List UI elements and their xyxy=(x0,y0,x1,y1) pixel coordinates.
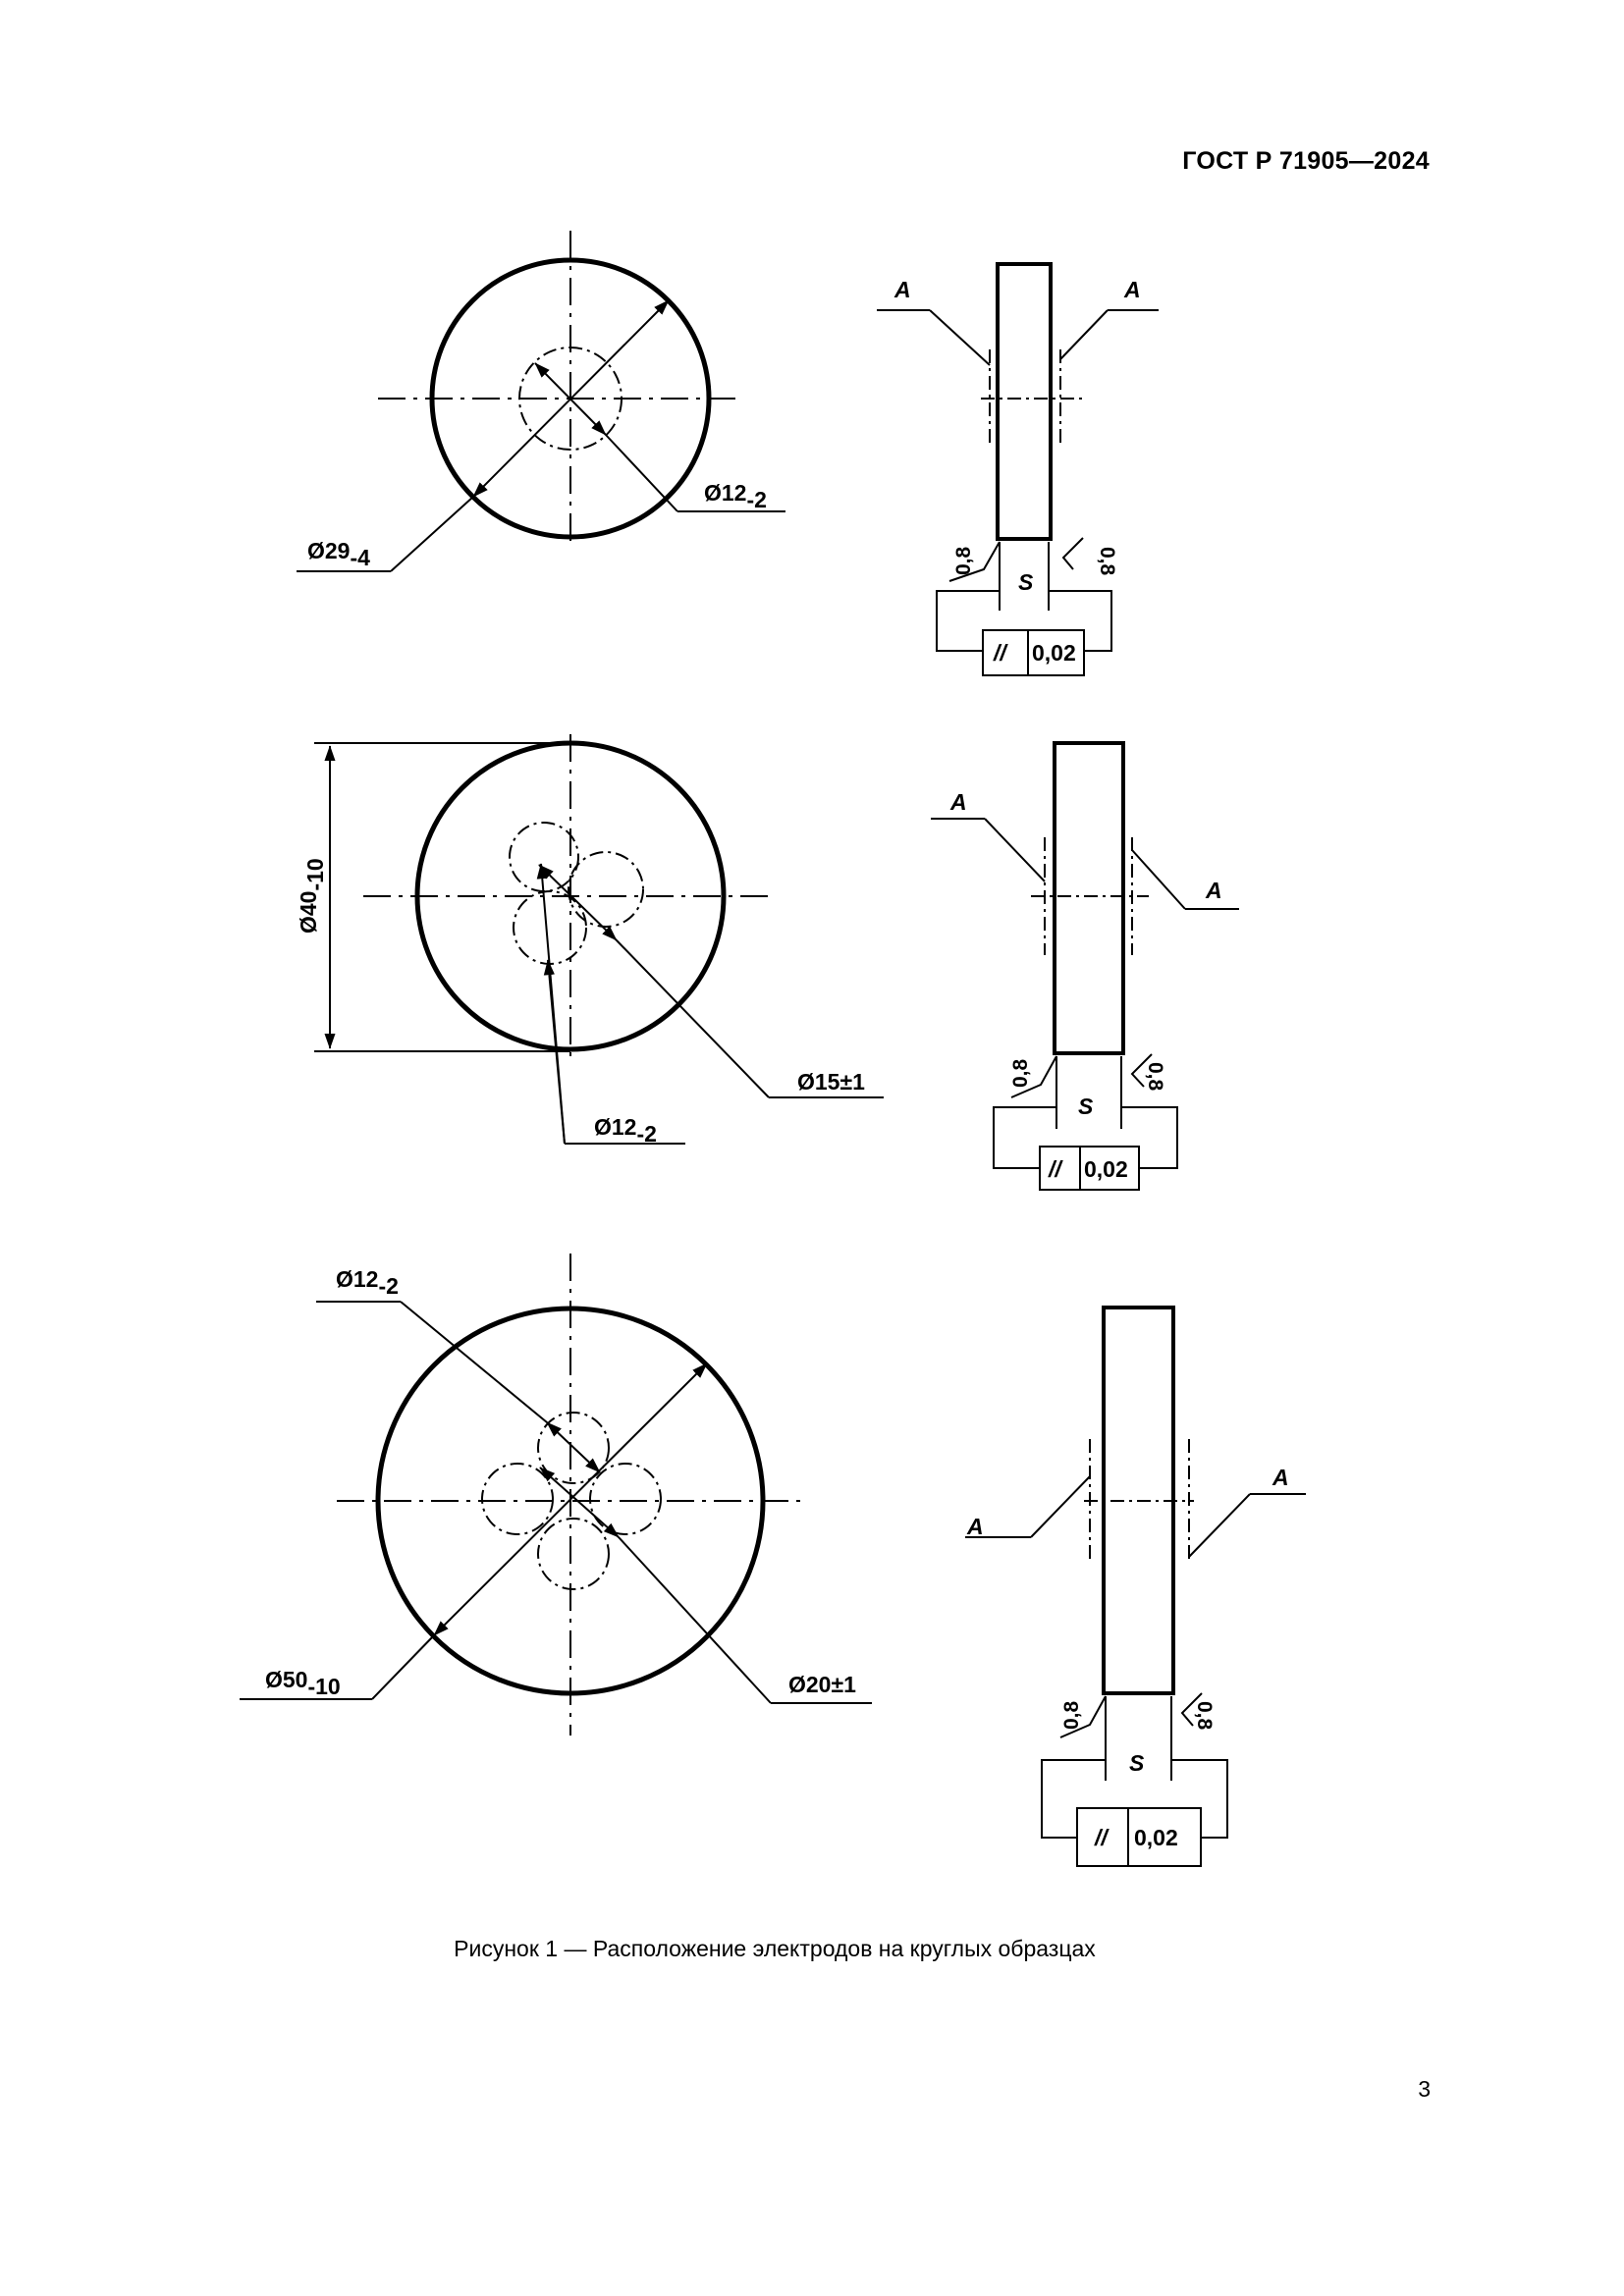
leader-a-right xyxy=(1189,1494,1250,1557)
leader-a-left xyxy=(1031,1476,1090,1537)
roughness-right-label: 0,8 xyxy=(1096,547,1118,576)
tolerance-value: 0,02 xyxy=(1032,640,1076,666)
tolerance-value: 0,02 xyxy=(1084,1156,1128,1182)
figure-1-front-view xyxy=(297,231,785,571)
electrode-circle-1 xyxy=(510,823,578,891)
label-a-right: A xyxy=(1206,878,1222,903)
inner-diameter-label: Ø12-2 xyxy=(594,1114,657,1147)
roughness-right-label: 0,8 xyxy=(1144,1062,1166,1092)
roughness-left-label: 0,8 xyxy=(1009,1058,1032,1088)
parallelism-leader-right xyxy=(1121,1107,1177,1168)
outer-diameter-label: Ø29-4 xyxy=(307,538,370,570)
thickness-label: S xyxy=(1018,569,1034,595)
parallelism-symbol: // xyxy=(1095,1825,1108,1850)
figure-2-front-view xyxy=(296,734,884,1147)
leader-a-right xyxy=(1060,310,1108,359)
figure-1-side-view xyxy=(877,264,1159,675)
parallelism-symbol: // xyxy=(1049,1156,1061,1182)
inner-diameter-leader xyxy=(606,435,677,511)
ring-diameter-leader xyxy=(617,940,769,1097)
electrode-circle-3 xyxy=(514,891,586,964)
parallelism-leader-right xyxy=(1171,1760,1227,1838)
label-a-right: A xyxy=(1272,1465,1289,1490)
label-a-right: A xyxy=(1124,277,1141,302)
document-header: ГОСТ Р 71905—2024 xyxy=(1182,147,1430,175)
parallelism-symbol: // xyxy=(994,640,1006,666)
thickness-label: S xyxy=(1129,1750,1145,1776)
tolerance-value: 0,02 xyxy=(1134,1825,1178,1850)
label-a-left: A xyxy=(967,1514,984,1539)
specimen-side-outline xyxy=(998,264,1051,539)
inner-diameter-leader xyxy=(401,1302,547,1422)
ring-diameter-label: Ø20±1 xyxy=(788,1672,856,1697)
roughness-left-label: 0,8 xyxy=(952,546,975,575)
figure-2-side-view xyxy=(931,743,1239,1190)
outer-diameter-leader xyxy=(391,497,473,571)
electrode-circle-2 xyxy=(568,852,643,927)
ring-diameter-label: Ø15±1 xyxy=(797,1069,865,1095)
leader-a-right xyxy=(1132,850,1185,909)
ring-diameter-dimension xyxy=(539,865,617,940)
figure-caption: Рисунок 1 — Расположение электродов на круглых образцах xyxy=(454,1936,1096,1961)
specimen-side-outline xyxy=(1055,743,1123,1053)
roughness-right xyxy=(1063,538,1083,569)
leader-a-left xyxy=(985,819,1045,881)
electrode-circle-bottom xyxy=(538,1519,609,1589)
electrode-circle-left xyxy=(482,1464,553,1534)
inner-diameter-label: Ø12-2 xyxy=(336,1266,399,1299)
thickness-label: S xyxy=(1078,1094,1094,1119)
parallelism-leader-left xyxy=(937,591,1000,651)
outer-diameter-leader xyxy=(372,1635,434,1699)
outer-diameter-label: Ø40-10 xyxy=(296,858,328,934)
label-a-left: A xyxy=(894,277,911,302)
figure-3-front-view xyxy=(240,1254,872,1735)
outer-diameter-label: Ø50-10 xyxy=(265,1667,341,1699)
roughness-right-label: 0,8 xyxy=(1193,1701,1216,1731)
parallelism-leader-left xyxy=(994,1107,1056,1168)
leader-a-left xyxy=(930,310,990,365)
inner-diameter-label: Ø12-2 xyxy=(704,480,767,512)
label-a-left: A xyxy=(950,789,967,815)
inner-diameter-dimension xyxy=(547,1422,600,1472)
figure-3-side-view xyxy=(965,1308,1306,1866)
electrode-circle-right xyxy=(590,1464,661,1534)
roughness-left-label: 0,8 xyxy=(1060,1700,1083,1730)
page-number: 3 xyxy=(1418,2076,1431,2102)
